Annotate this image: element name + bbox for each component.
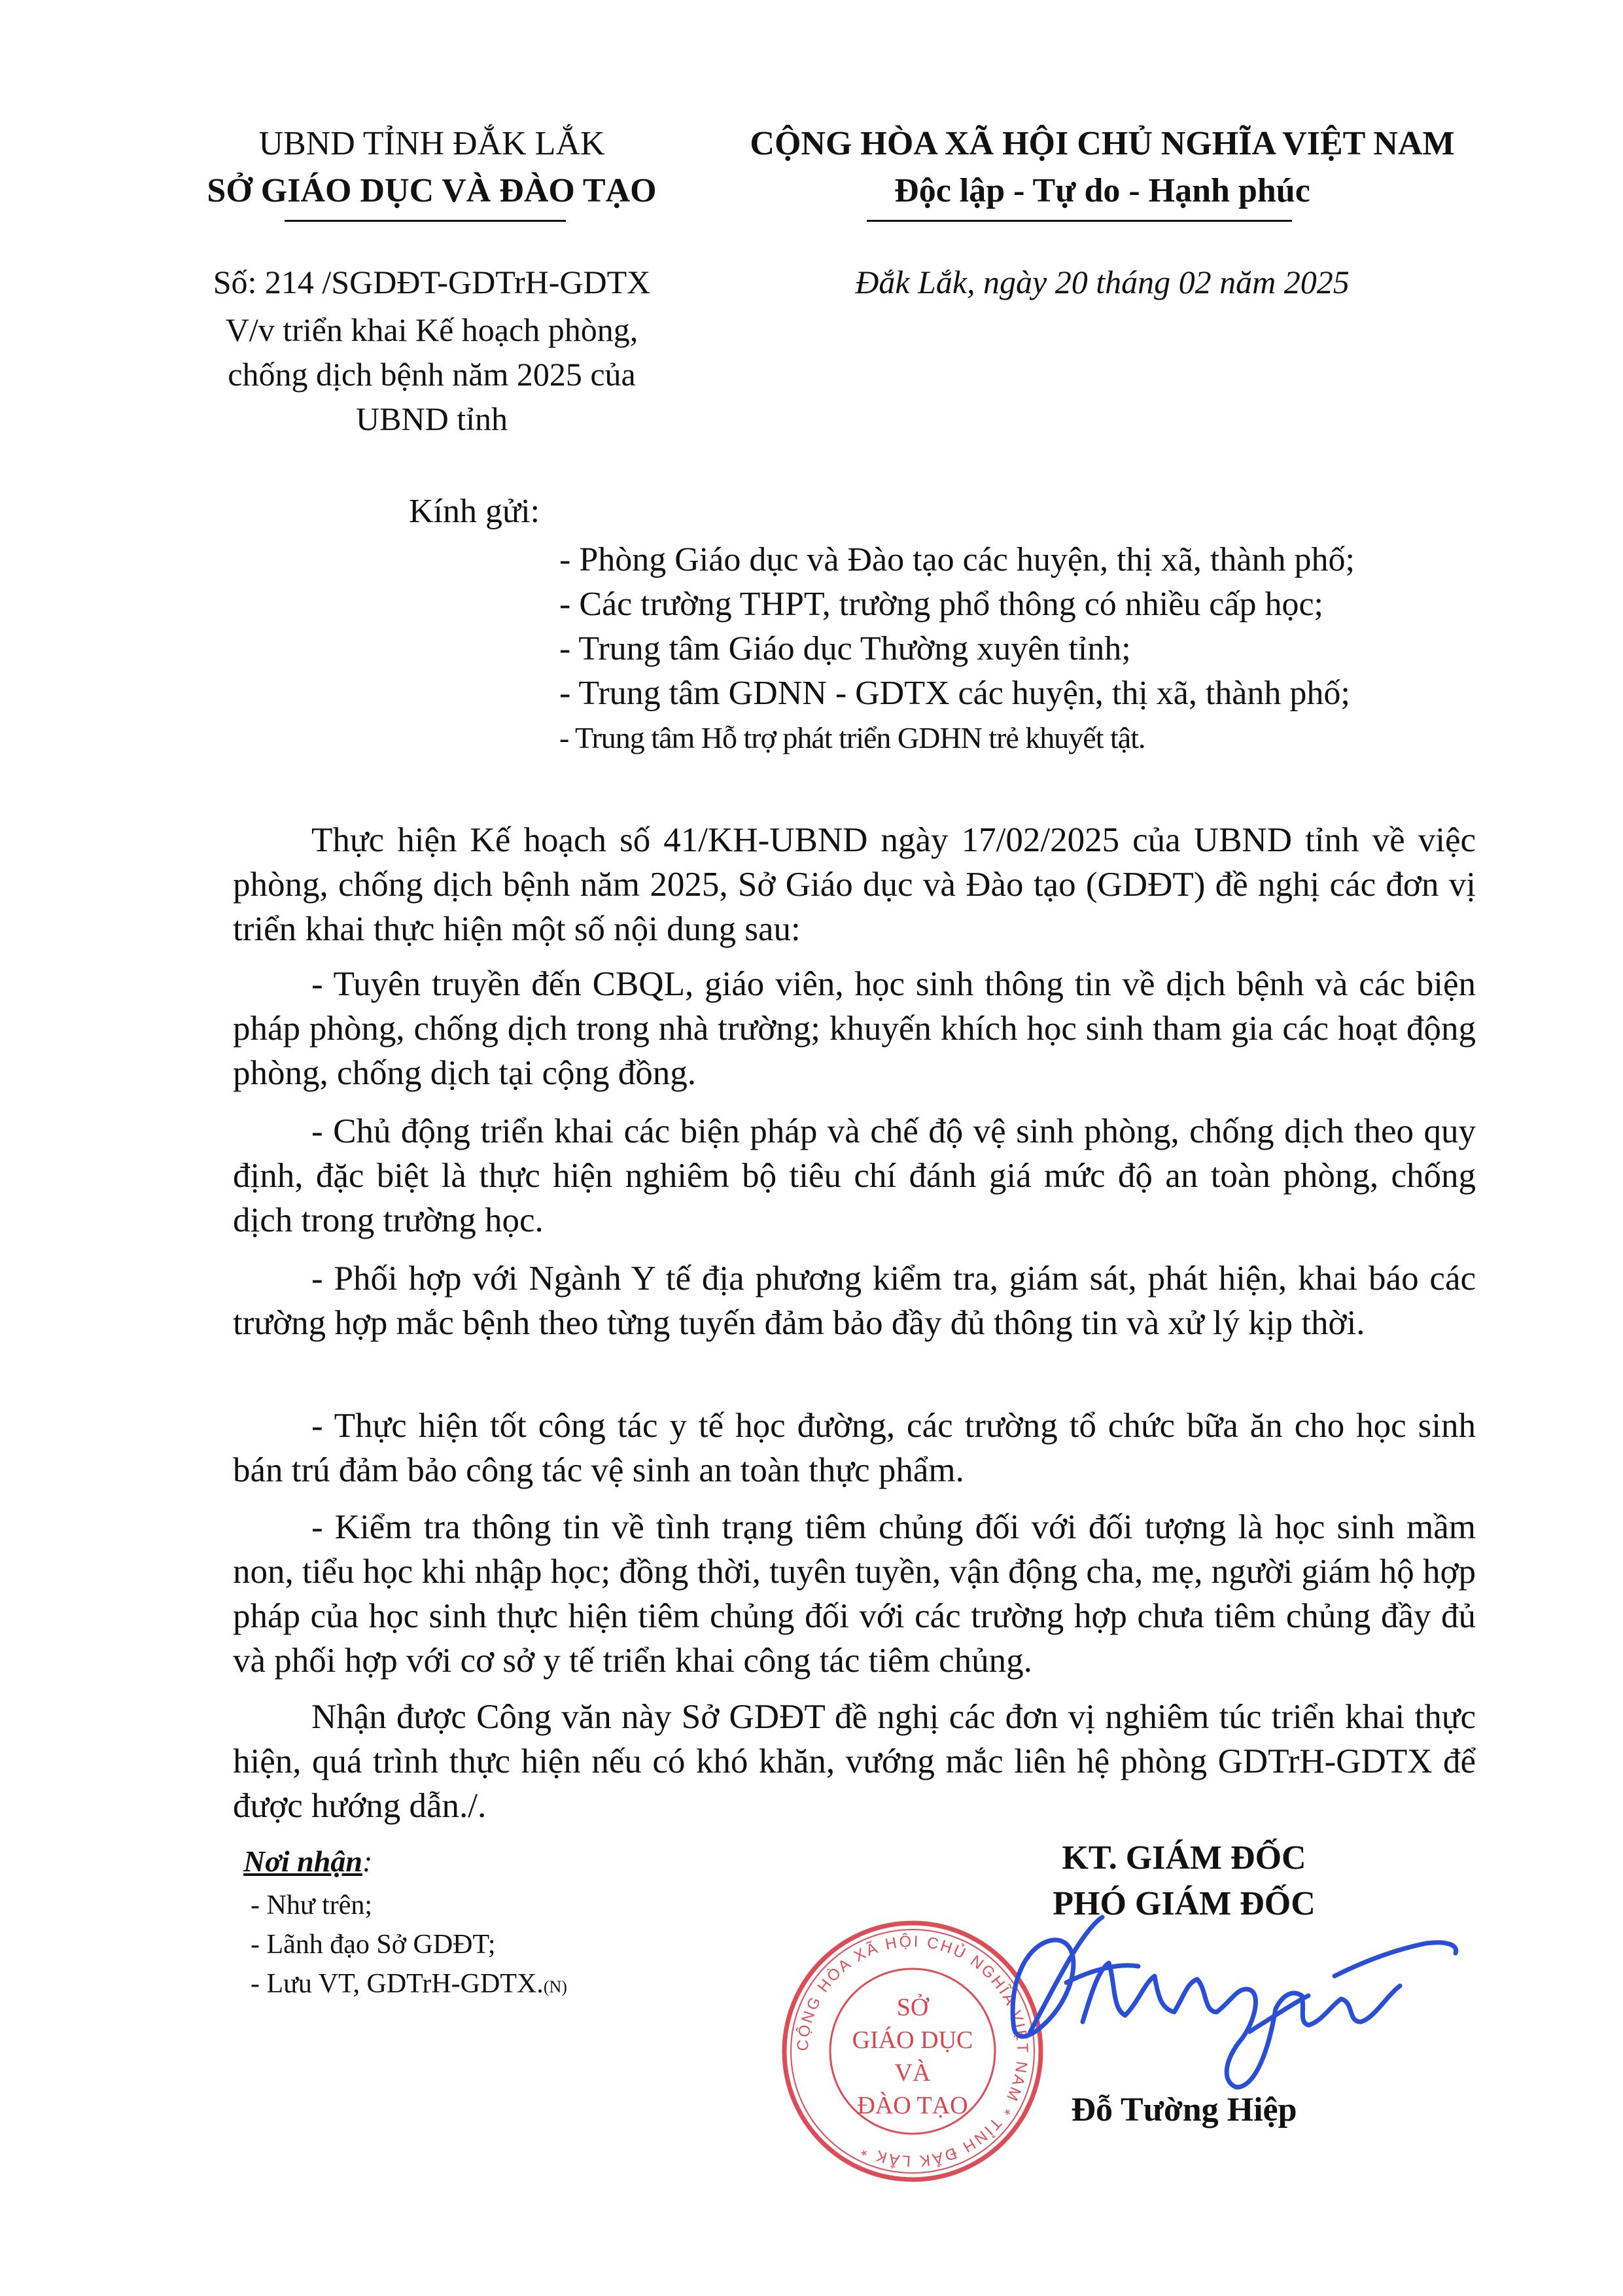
recipients-heading bbox=[243, 1844, 372, 1879]
subject-line: chống dịch bệnh năm 2025 của bbox=[228, 356, 636, 393]
body-paragraph: Thực hiện Kế hoạch số 41/KH-UBND ngày 17/02/2025 của UBND tỉnh về việc phòng, chống dịch bệnh năm 2025, Sở Giáo dục và Đào tạo (GDĐT) đề nghị các đơn vị triển khai thực hiện một số nội dung sau: bbox=[233, 821, 1476, 948]
subject-line: V/v triển khai Kế hoạch phòng, bbox=[225, 311, 638, 348]
addressee-list bbox=[559, 538, 1475, 760]
department-underline bbox=[285, 220, 566, 222]
recipient-text: - Lưu VT, GDTrH-GDTX. bbox=[251, 1969, 544, 1999]
place-and-date: Đắk Lắk, ngày 20 tháng 02 năm 2025 bbox=[855, 264, 1350, 300]
issuing-department: SỞ GIÁO DỤC VÀ ĐÀO TẠO bbox=[207, 172, 657, 209]
addressee-label: Kính gửi: bbox=[409, 493, 540, 530]
addressee-item: - Phòng Giáo dục và Đào tạo các huyện, thị xã, thành phố; bbox=[559, 541, 1355, 578]
motto-underline bbox=[867, 220, 1292, 222]
national-motto: Độc lập - Tự do - Hạnh phúc bbox=[894, 172, 1310, 209]
national-title: CỘNG HÒA XÃ HỘI CHỦ NGHĨA VIỆT NAM bbox=[750, 125, 1455, 162]
seal-center-line: VÀ bbox=[894, 2059, 931, 2087]
seal-ring-text: CỘNG HÒA XÃ HỘI CHỦ NGHĨA VIỆT NAM * TỈNH ĐẮK LẮK * bbox=[794, 1932, 1032, 2170]
issuing-authority: UBND TỈNH ĐẮK LẮK bbox=[258, 125, 605, 162]
body-paragraph: - Tuyên truyền đến CBQL, giáo viên, học sinh thông tin về dịch bệnh và các biện pháp phòng, chống dịch trong nhà trường; khuyến khích học sinh tham gia các hoạt động phòng, chống dịch tại cộng đồng. bbox=[233, 965, 1476, 1092]
handwritten-signature bbox=[968, 1891, 1465, 2107]
recipient-item: - Lãnh đạo Sở GDĐT; bbox=[251, 1930, 496, 1960]
body-paragraph: - Phối hợp với Ngành Y tế địa phương kiểm tra, giám sát, phát hiện, khai báo các trường hợp mắc bệnh theo từng tuyến đảm bảo đầy đủ thông tin và xử lý kịp thời. bbox=[233, 1260, 1476, 1342]
recipient-suffix: (N) bbox=[543, 1977, 567, 1996]
signature-title: KT. GIÁM ĐỐC bbox=[1062, 1839, 1306, 1877]
seal-center-line: GIÁO DỤC bbox=[852, 2026, 973, 2054]
recipient-item bbox=[251, 1964, 567, 2007]
body-paragraph: Nhận được Công văn này Sở GDĐT đề nghị các đơn vị nghiêm túc triển khai thực hiện, quá trình thực hiện nếu có khó khăn, vướng mắc liên hệ phòng GDTrH-GDTX để được hướng dẫn./. bbox=[233, 1698, 1476, 1825]
signer-name: Đỗ Tường Hiệp bbox=[1071, 2091, 1297, 2128]
addressee-item: - Trung tâm Hỗ trợ phát triển GDHN trẻ khuyết tật. bbox=[559, 721, 1145, 754]
recipients-label: Nơi nhận bbox=[243, 1845, 362, 1878]
document-subject bbox=[137, 308, 726, 441]
subject-line: UBND tỉnh bbox=[356, 400, 508, 437]
recipients-colon: : bbox=[362, 1845, 373, 1878]
addressee-item: - Trung tâm GDNN - GDTX các huyện, thị xã, thành phố; bbox=[559, 675, 1350, 712]
document-number: Số: 214 /SGDĐT-GDTrH-GDTX bbox=[213, 264, 651, 300]
seal-center-line: ĐÀO TẠO bbox=[857, 2092, 968, 2119]
body-paragraph: - Chủ động triển khai các biện pháp và chế độ vệ sinh phòng, chống dịch theo quy định, đặc biệt là thực hiện nghiêm bộ tiêu chí đánh giá mức độ an toàn phòng, chống dịch trong trường học. bbox=[233, 1112, 1476, 1239]
body-paragraph: - Kiểm tra thông tin về tình trạng tiêm chủng đối với đối tượng là học sinh mầm non, tiểu học khi nhập học; đồng thời, tuyên tuyền, vận động cha, mẹ, người giám hộ hợp pháp của học sinh thực hiện tiêm chủng đối với các trường hợp chưa tiêm chủng đầy đủ và phối hợp với cơ sở y tế triển khai công tác tiêm chủng. bbox=[233, 1508, 1476, 1680]
recipient-item: - Như trên; bbox=[251, 1890, 373, 1920]
body-paragraph: - Thực hiện tốt công tác y tế học đường, các trường tổ chức bữa ăn cho học sinh bán trú đảm bảo công tác vệ sinh an toàn thực phẩm. bbox=[233, 1407, 1476, 1489]
signer-position: PHÓ GIÁM ĐỐC bbox=[1053, 1885, 1316, 1922]
addressee-item: - Trung tâm Giáo dục Thường xuyên tỉnh; bbox=[559, 630, 1131, 667]
addressee-item: - Các trường THPT, trường phổ thông có nhiều cấp học; bbox=[559, 586, 1323, 623]
recipients-list bbox=[251, 1886, 567, 2007]
seal-center-line: SỞ bbox=[896, 1994, 929, 2021]
